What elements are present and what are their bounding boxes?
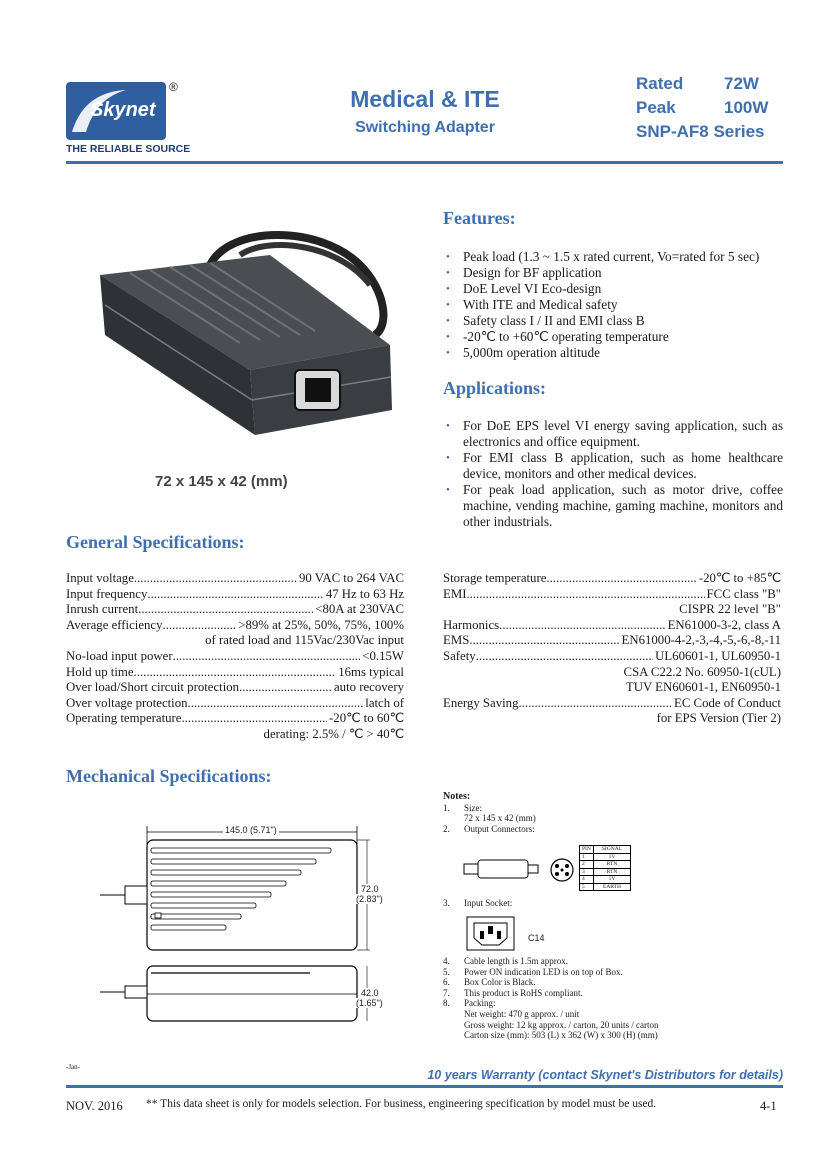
spec-label: Storage temperature — [443, 571, 547, 585]
product-image — [90, 225, 400, 460]
spec-value: -20℃ to +85℃ — [698, 571, 781, 585]
spec-row — [66, 571, 404, 587]
spec-value: <80A at 230VAC — [315, 602, 404, 617]
note-3 — [443, 898, 783, 909]
peak-label: Peak — [636, 98, 676, 117]
spec-label: Inrush current — [66, 602, 139, 617]
page-title: Medical & ITE — [350, 86, 500, 112]
spec-label: No-load input power — [66, 648, 173, 663]
list-item: • For EMI class B application, such as home healthcare device, monitors and other medical devices. — [443, 450, 783, 482]
note-text: Gross weight: 12 kg approx. / carton, 20 units / carton — [464, 1019, 659, 1030]
spec-row — [443, 649, 781, 665]
notes-heading: Notes: — [443, 791, 471, 802]
dim-width-label: 72.0 — [361, 884, 379, 894]
list-item: • For DoE EPS level VI energy saving application, such as electronics and office equipment. — [443, 418, 783, 450]
spec-label: Safety — [443, 648, 476, 663]
logo-wordmark: Skynet — [90, 99, 156, 121]
spec-label: Operating temperature — [66, 711, 182, 726]
notes — [443, 792, 783, 834]
general-specs-right — [443, 571, 781, 727]
list-item: • DoE Level VI Eco-design — [443, 281, 783, 297]
dim-height-inch-label: (1.65") — [356, 998, 383, 1008]
spec-label: Hold up time — [66, 664, 134, 679]
spec-row — [66, 618, 404, 634]
spec-row — [66, 696, 404, 712]
mechanical-heading: Mechanical Specifications: — [66, 766, 272, 786]
warranty-note: 10 years Warranty (contact Skynet's Distributors for details) — [427, 1068, 783, 1082]
list-item: • Design for BF application — [443, 265, 783, 281]
spec-row — [443, 633, 781, 649]
spec-row — [66, 711, 404, 727]
pin-cell: 5 — [580, 883, 594, 891]
spec-label: Over load/Short circuit protection — [66, 680, 240, 695]
rated-label: Rated — [636, 74, 684, 93]
spec-row — [66, 680, 404, 696]
list-item: • For peak load application, such as motor drive, coffee machine, vending machine, gaming machine, monitors and other industrials. — [443, 482, 783, 530]
spec-row — [66, 602, 404, 618]
din-socket-icon — [548, 856, 578, 886]
spec-label: Input voltage — [66, 571, 134, 585]
general-specs-heading: General Specifications: — [66, 532, 245, 552]
spec-value: >89% at 25%, 50%, 75%, 100% — [238, 617, 404, 632]
logo — [66, 80, 206, 158]
pin-cell: 4 — [580, 876, 594, 884]
list-item: • Safety class I / II and EMI class B — [443, 313, 783, 329]
spec-value: UL60601-1, UL60950-1 — [655, 648, 781, 663]
series-name: SNP-AF8 Series — [636, 122, 765, 141]
general-specs-left — [66, 571, 404, 743]
spec-value: auto recovery — [334, 680, 404, 695]
logo-tagline: THE RELIABLE SOURCE — [66, 143, 191, 155]
page-subtitle: Switching Adapter — [355, 119, 495, 136]
note-number: 1. — [443, 802, 450, 813]
peak-value: 100W — [724, 98, 769, 117]
pin-cell: 1V — [593, 876, 630, 884]
note-text: Packing: — [464, 998, 496, 1009]
spec-label: Energy Saving — [443, 695, 519, 710]
note-text: Cable length is 1.5m approx. — [464, 956, 568, 966]
spec-continuation: derating: 2.5% / ℃ > 40℃ — [263, 726, 404, 741]
note-number: 6. — [443, 977, 450, 988]
page-number: 4-1 — [760, 1099, 777, 1113]
features-heading: Features: — [443, 208, 516, 228]
footer-disclaimer: ** This data sheet is only for models selection. For business, engineering specification by model must be used. — [146, 1098, 657, 1110]
rated-value: 72W — [724, 74, 759, 93]
pin-header: SIGNAL — [593, 846, 630, 854]
pin-cell: EARTH — [593, 883, 630, 891]
features-list — [443, 249, 783, 361]
notes-continued — [443, 956, 783, 1041]
spec-continuation: for EPS Version (Tier 2) — [656, 711, 781, 726]
spec-label: EMI — [443, 586, 467, 601]
spec-label: EMS — [443, 633, 470, 648]
footer-mark: -Jan- — [66, 1063, 80, 1071]
note-text: Carton size (mm): 503 (L) x 362 (W) x 300 (H) (mm) — [464, 1030, 658, 1041]
pin-table — [579, 845, 631, 891]
list-item: • Peak load (1.3 ~ 1.5 x rated current, Vo=rated for 5 sec) — [443, 249, 783, 265]
spec-row — [66, 649, 404, 665]
list-item: • -20℃ to +60℃ operating temperature — [443, 329, 783, 345]
spec-value: -20℃ to 60℃ — [329, 711, 404, 726]
note-text: Net weight: 470 g approx. / unit — [464, 1008, 580, 1019]
spec-value: EC Code of Conduct — [674, 695, 781, 710]
c14-socket-icon — [466, 916, 516, 952]
spec-value: EN61000-3-2, class A — [667, 617, 781, 632]
note-number: 3. — [443, 898, 450, 908]
spec-row — [443, 587, 781, 603]
pin-cell: 1V — [593, 853, 630, 861]
spec-label: Average efficiency — [66, 617, 163, 632]
spec-continuation: TUV EN60601-1, EN60950-1 — [625, 680, 781, 695]
spec-value: <0.15W — [362, 648, 404, 663]
footer-date: NOV. 2016 — [66, 1099, 123, 1113]
spec-value: 90 VAC to 264 VAC — [298, 571, 404, 585]
spec-continuation: CISPR 22 level "B" — [679, 602, 781, 617]
pin-cell: 2 — [580, 861, 594, 869]
note-text: 72 x 145 x 42 (mm) — [464, 813, 536, 824]
spec-label: Over voltage protection — [66, 695, 188, 710]
spec-label: Harmonics — [443, 617, 500, 632]
logo-registered-mark: ® — [169, 80, 178, 94]
note-text: Power ON indication LED is on top of Box. — [464, 966, 623, 977]
footer-divider — [66, 1085, 783, 1088]
spec-row — [66, 665, 404, 681]
spec-value: EN61000-4-2,-3,-4,-5,-6,-8,-11 — [621, 633, 781, 648]
socket-label: C14 — [528, 933, 545, 943]
spec-continuation: CSA C22.2 No. 60950-1(cUL) — [623, 664, 781, 679]
note-number: 8. — [443, 998, 450, 1009]
pin-cell: 1 — [580, 853, 594, 861]
spec-value: 16ms typical — [338, 664, 404, 679]
note-number: 7. — [443, 987, 450, 998]
dc-plug-icon — [462, 848, 552, 888]
note-number: 2. — [443, 823, 450, 834]
spec-label: Input frequency — [66, 586, 148, 601]
note-text: Size: — [464, 802, 482, 813]
note-text: Input Socket: — [464, 898, 513, 908]
logo-badge — [66, 82, 166, 140]
header-divider — [66, 161, 783, 164]
note-text: This product is RoHS compliant. — [464, 987, 583, 998]
note-number: 4. — [443, 956, 450, 966]
spec-value: 47 Hz to 63 Hz — [325, 586, 404, 601]
dim-height-label: 42.0 — [361, 988, 379, 998]
pin-cell: RTN — [593, 861, 630, 869]
mechanical-drawing — [95, 818, 425, 1033]
applications-list — [443, 418, 783, 530]
spec-row — [443, 571, 781, 587]
spec-continuation: of rated load and 115Vac/230Vac input — [205, 633, 404, 648]
note-number: 5. — [443, 966, 450, 977]
spec-row — [66, 587, 404, 603]
dim-length-label: 145.0 (5.71") — [225, 825, 277, 835]
spec-value: latch of — [365, 695, 404, 710]
spec-row — [443, 618, 781, 634]
note-text: Output Connectors: — [464, 823, 535, 834]
note-text: Box Color is Black. — [464, 977, 536, 988]
applications-heading: Applications: — [443, 378, 547, 398]
pin-cell: RTN — [593, 868, 630, 876]
list-item: • 5,000m operation altitude — [443, 345, 783, 361]
input-socket-drawing — [466, 916, 545, 952]
pin-cell: 3 — [580, 868, 594, 876]
product-dimensions: 72 x 145 x 42 (mm) — [155, 473, 288, 490]
spec-value: FCC class "B" — [706, 586, 781, 601]
dim-width-inch-label: (2.83") — [356, 894, 383, 904]
pin-header: PIN — [580, 846, 594, 854]
list-item: • With ITE and Medical safety — [443, 297, 783, 313]
spec-row — [443, 696, 781, 712]
power-adapter-icon — [90, 225, 400, 460]
